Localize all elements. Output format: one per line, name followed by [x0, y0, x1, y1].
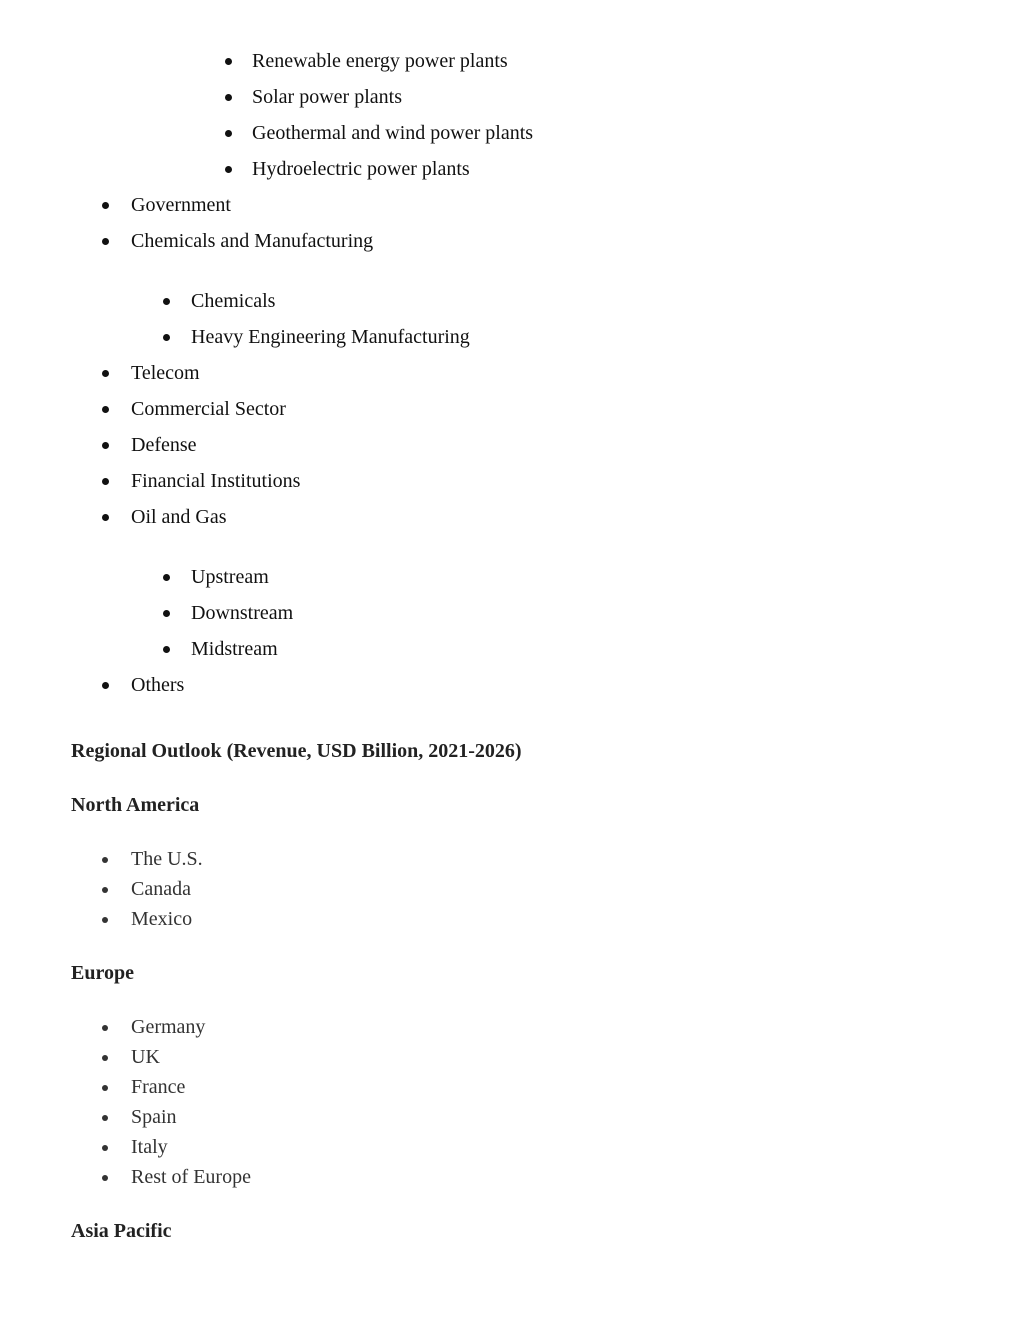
list-item-label: The U.S.	[131, 848, 203, 870]
bullet-icon	[102, 202, 109, 209]
list-item-label: Government	[131, 194, 231, 216]
list-item-label: Defense	[131, 434, 197, 456]
bullet-icon	[102, 1055, 108, 1061]
list-item-label: Heavy Engineering Manufacturing	[191, 326, 470, 348]
list-item-label: Midstream	[191, 638, 278, 660]
list-item-label: Italy	[131, 1136, 168, 1158]
list-item-label: Canada	[131, 878, 191, 900]
list-item-label: Spain	[131, 1106, 177, 1128]
bullet-icon	[163, 646, 170, 653]
bullet-icon	[102, 917, 108, 923]
bullet-icon	[102, 682, 109, 689]
regional-outlook-heading: Regional Outlook (Revenue, USD Billion, 2021-2026)	[71, 740, 522, 762]
bullet-icon	[102, 887, 108, 893]
bullet-icon	[102, 238, 109, 245]
bullet-icon	[102, 1085, 108, 1091]
bullet-icon	[225, 94, 232, 101]
bullet-icon	[225, 130, 232, 137]
bullet-icon	[225, 166, 232, 173]
bullet-icon	[163, 574, 170, 581]
list-item-label: Chemicals	[191, 290, 276, 312]
bullet-icon	[163, 334, 170, 341]
bullet-icon	[163, 610, 170, 617]
list-item-label: Germany	[131, 1016, 206, 1038]
north-america-heading: North America	[71, 794, 200, 816]
bullet-icon	[102, 857, 108, 863]
list-item-label: Geothermal and wind power plants	[252, 122, 534, 144]
list-item-label: Financial Institutions	[131, 470, 301, 492]
list-item-label: France	[131, 1076, 186, 1098]
bullet-icon	[102, 370, 109, 377]
list-item-label: Telecom	[131, 362, 200, 384]
list-item-label: Rest of Europe	[131, 1166, 251, 1188]
asia-pacific-heading: Asia Pacific	[71, 1220, 172, 1242]
bullet-icon	[102, 478, 109, 485]
bullet-icon	[102, 442, 109, 449]
bullet-icon	[102, 514, 109, 521]
list-item-label: UK	[131, 1046, 160, 1068]
europe-heading: Europe	[71, 962, 134, 984]
bullet-icon	[102, 406, 109, 413]
bullet-icon	[102, 1115, 108, 1121]
list-item-label: Downstream	[191, 602, 294, 624]
list-item-label: Renewable energy power plants	[252, 50, 508, 72]
bullet-icon	[225, 58, 232, 65]
list-item-label: Commercial Sector	[131, 398, 286, 420]
list-item-label: Mexico	[131, 908, 193, 930]
bullet-icon	[102, 1175, 108, 1181]
bullet-icon	[163, 298, 170, 305]
list-item-label: Upstream	[191, 566, 269, 588]
list-item-label: Others	[131, 674, 185, 696]
list-item-label: Chemicals and Manufacturing	[131, 230, 374, 252]
bullet-icon	[102, 1145, 108, 1151]
list-item-label: Solar power plants	[252, 86, 402, 108]
bullet-icon	[102, 1025, 108, 1031]
list-item-label: Oil and Gas	[131, 506, 227, 528]
list-item-label: Hydroelectric power plants	[252, 158, 470, 180]
